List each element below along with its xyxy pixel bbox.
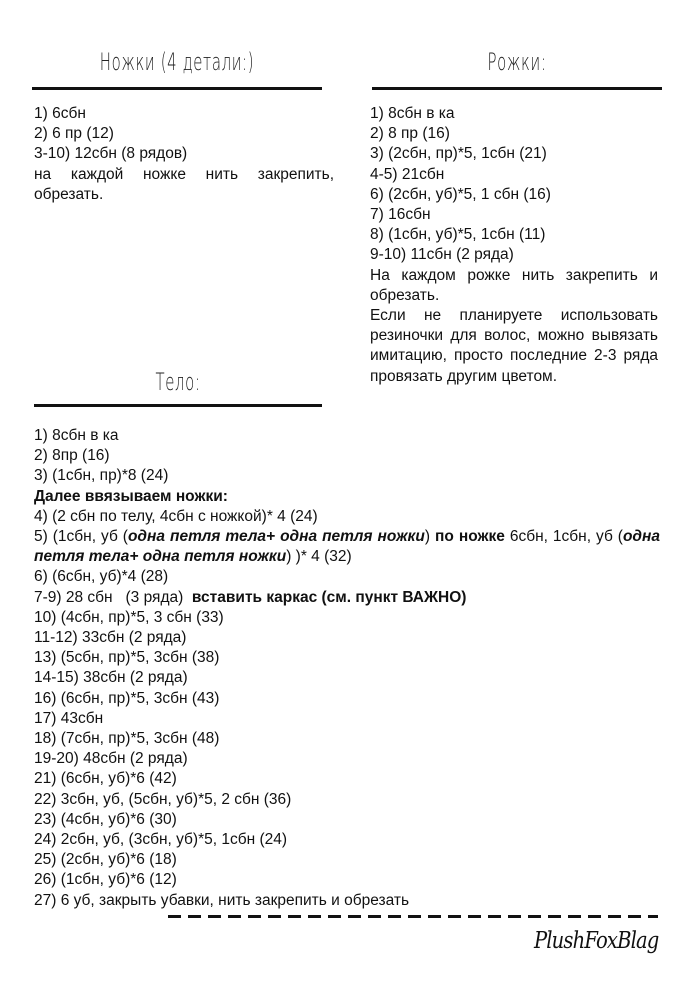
body-instructions [34,426,660,911]
row5-text: 6сбн, 1сбн, уб ( [504,528,623,546]
row5-emphasis: по ножке [435,528,505,546]
body-row: 16) (6сбн, пр)*5, 3сбн (43) [34,689,220,707]
row5-emphasis: одна петля тела+ одна петля ножки [34,528,661,566]
body-row: 26) (1сбн, уб)*6 (12) [34,871,177,889]
horns-row: 6) (2сбн, уб)*5, 1 сбн (16) [370,185,551,203]
body-row: 21) (6сбн, уб)*6 (42) [34,770,177,788]
horns-heading: Рожки: [487,48,547,76]
body-row: 24) 2сбн, уб, (3сбн, уб)*5, 1сбн (24) [34,831,288,849]
horns-row: 8) (1сбн, уб)*5, 1сбн (11) [370,226,546,244]
legs-divider [32,87,322,90]
row7-text: 7-9) 28 сбн (3 ряда) [34,588,192,606]
body-divider [34,404,322,407]
body-row: 13) (5сбн, пр)*5, 3сбн (38) [34,649,220,667]
horns-divider [372,87,662,90]
horns-row: 7) 16сбн [370,206,431,224]
body-row: 14-15) 38сбн (2 ряда) [34,669,188,687]
body-row: 25) (2сбн, уб)*6 (18) [34,851,177,869]
horns-note-tip: Если не планируете использовать резиночки для волос, можно вывязать имитацию, просто последние 2-3 ряда провязать другим цветом. [370,307,658,385]
legs-row: 2) 6 пр (12) [34,125,114,143]
body-row-5 [34,527,660,567]
horns-row: 1) 8сбн в ка [370,105,455,122]
body-row: 18) (7сбн, пр)*5, 3сбн (48) [34,730,220,748]
row5-text: ) )* 4 (32) [286,548,352,566]
horns-row: 4-5) 21сбн [370,165,445,183]
legs-note: на каждой ножке нить закрепить, обрезать. [34,165,334,203]
legs-row: 3-10) 12сбн (8 рядов) [34,145,188,163]
signature-watermark: PlushFoxBlag [533,928,658,954]
legs-row: 1) 6сбн [34,105,86,122]
horns-row: 9-10) 11сбн (2 ряда) [370,246,514,264]
row5-text: ) [424,528,436,546]
body-heading: Тело: [155,368,201,396]
body-row: 23) (4сбн, уб)*6 (30) [34,810,177,828]
body-row: 10) (4сбн, пр)*5, 3 сбн (33) [34,608,224,626]
body-row: 4) (2 сбн по телу, 4сбн с ножкой)* 4 (24) [34,507,318,525]
footer-dashed-divider [168,915,658,918]
body-row: 17) 43сбн [34,709,104,727]
body-row: 22) 3сбн, уб, (5сбн, уб)*5, 2 сбн (36) [34,790,292,808]
body-row: 6) (6сбн, уб)*4 (28) [34,568,169,586]
body-row: 27) 6 уб, закрыть убавки, нить закрепить и обрезать [34,891,410,909]
body-row-7 [34,588,660,608]
row7-frame-note: вставить каркас (см. пункт ВАЖНО) [191,588,467,606]
legs-heading: Ножки (4 детали:) [99,48,255,76]
body-row: 1) 8сбн в ка [34,427,119,444]
body-legs-attach-heading: Далее ввязываем ножки: [34,487,228,505]
body-row: 2) 8пр (16) [34,447,110,465]
body-row: 19-20) 48сбн (2 ряда) [34,750,188,768]
body-row: 11-12) 33сбн (2 ряда) [34,629,187,647]
legs-instructions [34,104,334,205]
horns-row: 3) (2сбн, пр)*5, 1сбн (21) [370,145,547,163]
horns-note-finish: На каждом рожке нить закрепить и обрезать. [370,266,658,304]
body-row: 3) (1сбн, пр)*8 (24) [34,467,169,485]
row5-text: 5) (1сбн, уб ( [34,528,128,546]
horns-row: 2) 8 пр (16) [370,125,450,143]
row5-emphasis: одна петля тела+ одна петля ножки [127,528,425,546]
horns-instructions [370,104,658,387]
